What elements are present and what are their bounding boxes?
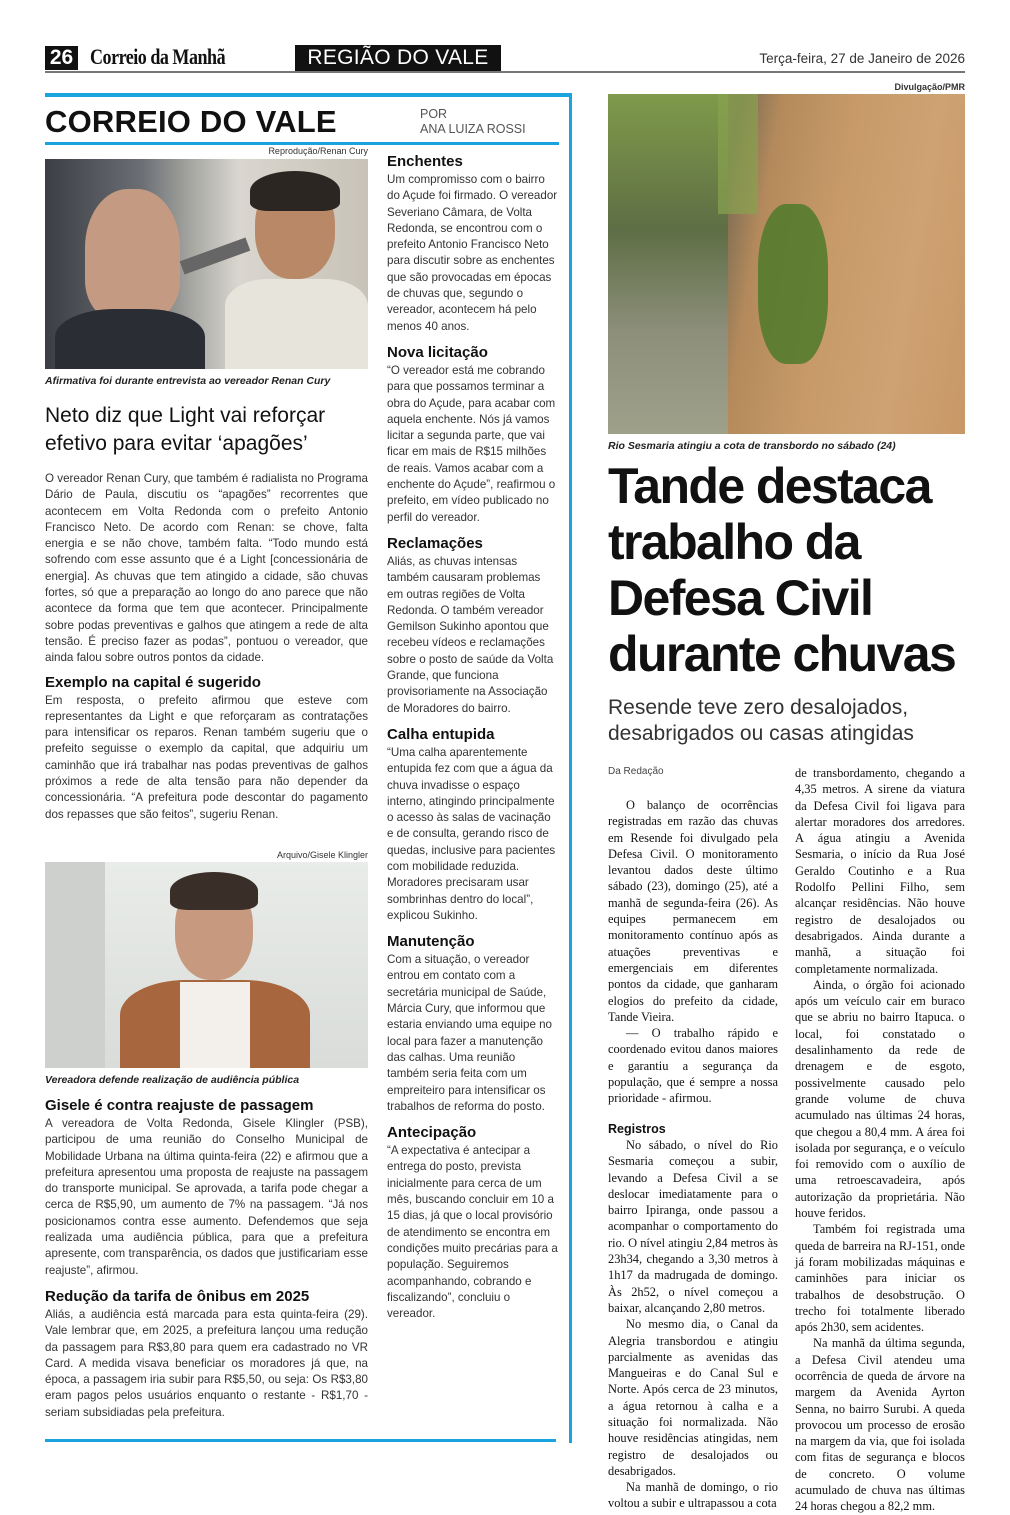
column-top-bar [45,93,572,97]
subheading: Reclamações [387,534,483,552]
photo-credit: Reprodução/Renan Cury [268,146,368,156]
paragraph: “Uma calha aparentemente entupida fez com que a água da chuva invadisse o espaço interno, atingindo principalmente o acesso às salas de vacinação e de consulta, gerando risco de quedas, inclusive para pacientes com mobilidade reduzida. Moradores precisaram usar sombrinhas dentro do local”, explicou Sukinho. [387,745,556,922]
article-headline: Tande destaca trabalho da Defesa Civil durante chuvas [608,458,956,682]
paragraph: No sábado, o nível do Rio Sesmaria começou a subir, levando a Defesa Civil a se deslocar imediatamente para o bairro Ipiranga, onde passou a acompanhar o comportamento do rio. O nível atingiu 2,84 metros às 23h34, chegando a 3,30 metros à 1h17 da madrugada de domingo. Às 2h52, o nível começou a baixar, alcançando 2,80 metros. [608,1137,778,1315]
newspaper-logo: Correio da Manhã [90,44,226,69]
subheading: Exemplo na capital é sugerido [45,673,261,691]
photo-credit: Arquivo/Gisele Klingler [276,850,368,860]
photo-caption: Afirmativa foi durante entrevista ao vereador Renan Cury [45,375,331,387]
radio-interview-photo [45,159,368,369]
column-title: CORREIO DO VALE [45,104,337,139]
paragraph: de transbordamento, chegando a 4,35 metros. A sirene da viatura da Defesa Civil foi ligava para alertar moradores dos arredores. A água atingiu a Avenida Sesmaria, o início da Rua José Geraldo Coutinho e a Rua Rodolfo Pellini Filho, sem alcançar residências. Não houve registro de desalojados ou desabrigados. Ainda durante a manhã, a situação foi completamente normalizada. [795,766,965,976]
paragraph: O balanço de ocorrências registradas em razão das chuvas em Resende foi divulgado pela Defesa Civil. O monitoramento levantou dados deste último sábado (23), domingo (25), até a manhã de segunda-feira (26). As equipes permanecem em monitoramento contínuo após as atuações preventivas e emergenciais em diferentes pontos da cidade, que ganharam elogios do prefeito da cidade, Tande Vieira. [608,798,778,1024]
header-rule [45,71,965,73]
paragraph: Em resposta, o prefeito afirmou que esteve com representantes da Light e que reforçaram as contratações para intensificar os reparos. Renan também sugeriu que o prefeito seguisse o exemplo da capital, que adquiriu um caminhão que irá trabalhar nas podas preventivas de galhos próximos a rede de alta tensão para não depender da concessionária. “A prefeitura pode descontar do pagamento dos repasses que são feitos”, sugeriu Renan. [45,693,368,821]
subheading: Calha entupida [387,725,495,743]
photo-caption: Rio Sesmaria atingiu a cota de transbordo no sábado (24) [608,440,896,452]
article-deck: Resende teve zero desalojados, desabrigados ou casas atingidas [608,696,914,745]
byline-author: ANA LUIZA ROSSI [420,122,526,136]
paragraph: Na manhã da última segunda, a Defesa Civil atendeu uma ocorrência de queda de árvore na margem da Avenida Ayrton Senna, no bairro Surubi. A queda provocou um processo de erosão na margem da via, que foi isolada com fitas de segurança e blocos de concreto. O volume acumulado de chuva nas últimas 24 horas chegou a 82,2 mm. [795,1336,965,1514]
article-headline: Neto diz que Light vai reforçar efetivo para evitar ‘apagões’ [45,404,326,455]
issue-date: Terça-feira, 27 de Janeiro de 2026 [759,51,965,66]
article-byline: Da Redação [608,766,664,777]
article-column-2 [795,765,965,1515]
left-article-body [45,471,368,823]
paragraph: Com a situação, o vereador entrou em contato com a secretária municipal de Saúde, Márcia Cury, que informou que estaria enviando uma equipe no local para fazer a manutenção das calhas. Uma reunião também seria feita com um empreiteiro para intensificar os trabalhos de reforma do posto. [387,953,553,1113]
paragraph: — O trabalho rápido e coordenado evitou danos maiores e garantiu a segurança da população, que é sempre a nossa prioridade - afirmou. [608,1026,778,1106]
middle-notes-column [387,152,559,1322]
subheading: Redução da tarifa de ônibus em 2025 [45,1287,310,1305]
photo-caption: Vereadora defende realização de audiência pública [45,1074,300,1086]
paragraph: A vereadora de Volta Redonda, Gisele Klingler (PSB), participou de uma reunião do Conselho Municipal de Mobilidade Urbana na última quinta-feira (22) e afirmou que a prefeitura apresentou uma proposta de reajuste na passagem do transporte municipal. Se aprovada, a tarifa pode chegar a cerca de R$5,90, um aumento de 7% na passagem. “Já nos posicionamos contra esse aumento. Defendemos que seja realizada uma audiência pública, para que a prefeitura apresente, com transparência, os dados que justificariam esse reajuste”, afirmou. [45,1117,368,1277]
column-byline [420,107,526,137]
paragraph: “O vereador está me cobrando para que possamos terminar a obra do Açude, para acabar com aquela enchente. Nós já vamos licitar a segunda parte, que vai ficar em mais de R$15 milhões de reais. Vamos acabar com a enchente do Açude”, reafirmou o prefeito, em vídeo publicado no perfil do vereador. [387,363,556,524]
subheading: Nova licitação [387,343,488,361]
page-number: 26 [45,46,78,70]
flooded-river-photo [608,94,965,434]
subheading: Manutenção [387,933,475,951]
subheading: Antecipação [387,1124,477,1142]
column-title-rule [45,142,559,145]
paragraph: Aliás, as chuvas intensas também causaram problemas em outras regiões de Volta Redonda. O também vereador Gemilson Sukinho apontou que recebeu vídeos e reclamações sobre o posto de saúde da Volta Grande, que funciona provisoriamente na Associação de Moradores do bairro. [387,554,554,715]
subheading: Enchentes [387,153,463,170]
section-label: REGIÃO DO VALE [295,45,501,71]
column-right-border [569,93,572,1443]
paragraph: O vereador Renan Cury, que também é radialista no Programa Dário de Paula, discutiu os “apagões” recorrentes que acontecem em Volta Redonda com o prefeito Antonio Francisco Neto. De acordo com Renan: se chove, falta energia e se não chove, também falta. “Todo mundo está sofrendo com esse assunto que é a Light [concessionária de energia]. As chuvas que tem atingido a cidade, são chuvas fortes, só que a preparação ao longo do ano parece que não acontece da forma que tem que acontecer. Principalmente sobre podas preventivas e galhos que atingem a rede de alta tensão. É preciso fazer as podas”, pontuou o vereador, que ainda falou sobre outros pontos da cidade. [45,472,368,665]
paragraph: Um compromisso com o bairro do Açude foi firmado. O vereador Severiano Câmara, de Volta Redonda, se encontrou com o prefeito Antonio Francisco Neto para discutir sobre as enchentes que são provocadas em épocas de chuvas que, segundo o vereador, acontecem há pelo menos 40 anos. [387,173,558,333]
column-bottom-bar [45,1439,556,1442]
paragraph: Também foi registrada uma queda de barreira na RJ-151, onde já foram mobilizadas máquinas e caminhões para iniciar os trabalhos de desobstrução. O trecho foi totalmente liberado após 2h30, sem acidentes. [795,1222,965,1335]
byline-por: POR [420,107,448,121]
subheading: Registros [608,1121,666,1136]
photo-credit: Divulgação/PMR [894,82,965,92]
paragraph: No mesmo dia, o Canal da Alegria transbordou e atingiu parcialmente as avenidas das Mangueiras e do Canal Sul e Norte. Após cerca de 23 minutos, a água retornou à calha e a situação foi normalizada. Não houve residências atingidas, nem registro de desalojados ou desabrigados. [608,1317,778,1478]
paragraph: “A expectativa é antecipar a entrega do posto, prevista inicialmente para cerca de um mês, buscando concluir em 10 a 15 dias, já que o local provisório de atendimento se encontra em condições muito precárias para a população. Seguiremos acompanhando, cobrando e fiscalizando”, concluiu o vereador. [387,1144,558,1321]
paragraph: Aliás, a audiência está marcada para esta quinta-feira (29). Vale lembrar que, em 2025, a prefeitura lançou uma redução da passagem para R$3,80 para quem era cadastrado no VR Card. A medida visava beneficiar os moradores já que, na época, a passagem iria subir para R$5,50, ou seja: Os R$3,80 eram pagos pelos usuários enquanto o restante - R$1,70 - seriam subsidiadas pela prefeitura. [45,1307,368,1419]
subheading: Gisele é contra reajuste de passagem [45,1097,314,1114]
article-column-1 [608,797,778,1512]
paragraph: Na manhã de domingo, o rio voltou a subir e ultrapassou a cota [608,1480,778,1511]
councilwoman-photo [45,862,368,1068]
paragraph: Ainda, o órgão foi acionado após um veículo cair em buraco que se abriu no bairro Itapuca. o local, foi constatado o desalinhamento da rede de drenagem e de esgoto, possivelmente causado pelo grande volume de chuva acumulado nas últimas 24 horas, que chegou a 80,4 mm. A área foi isolada por segurança, e o veículo foi removido com o auxílio de uma retroescavadeira, após autorização da proprietária. Não houve feridos. [795,977,965,1221]
left-article-body-2 [45,1096,368,1421]
